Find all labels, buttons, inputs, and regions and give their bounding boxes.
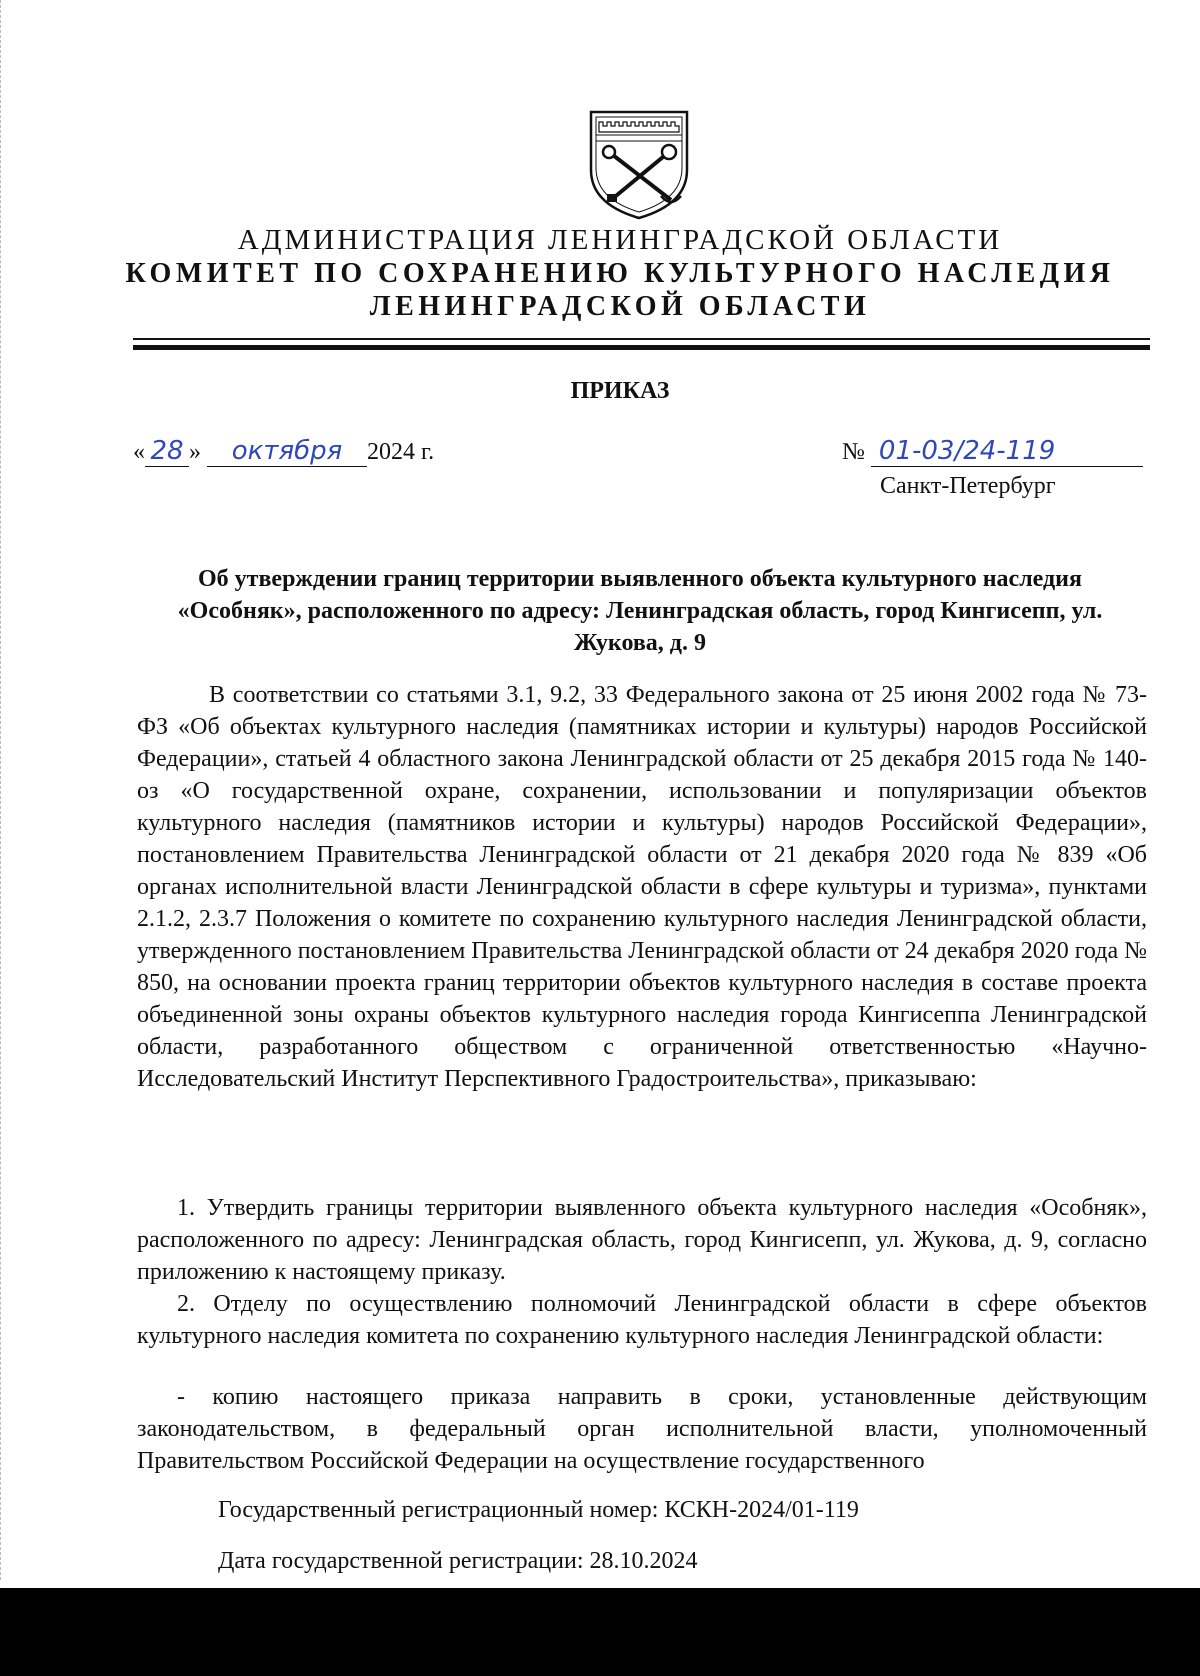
scan-bottom-bar	[0, 1588, 1200, 1676]
number-value-handwritten: 01-03/24-119	[871, 436, 1143, 467]
date-day-handwritten: 28	[145, 436, 189, 467]
org-name-line1: АДМИНИСТРАЦИЯ ЛЕНИНГРАДСКОЙ ОБЛАСТИ	[237, 224, 1003, 256]
scan-edge	[0, 0, 4, 1580]
document-title: Об утверждении границ территории выявленного объекта культурного наследия «Особняк», расположенного по адресу: Ленинградская область, город Кингисепп, ул. Жукова, д. 9	[177, 566, 1103, 656]
clause-2-item: - копию настоящего приказа направить в сроки, установленные действующим законодательством, в федеральный орган исполнительной власти, уполномоченный Правительством Российской Федерации на осуществление государственного	[137, 1384, 1147, 1474]
city: Санкт-Петербург	[880, 473, 1056, 499]
date-month-handwritten: октября	[207, 436, 367, 467]
registration-number: Государственный регистрационный номер: КСКН-2024/01-119	[218, 1497, 859, 1523]
date-year: 2024 г.	[367, 439, 435, 465]
order-date	[133, 436, 434, 467]
org-name-line2: КОМИТЕТ ПО СОХРАНЕНИЮ КУЛЬТУРНОГО НАСЛЕДИЯ	[125, 258, 1115, 289]
registration-date: Дата государственной регистрации: 28.10.2024	[218, 1548, 698, 1574]
header-divider-thick	[133, 345, 1150, 350]
document-type: ПРИКАЗ	[570, 378, 670, 404]
preamble-paragraph: В соответствии со статьями 3.1, 9.2, 33 Федерального закона от 25 июня 2002 года № 73-ФЗ «Об объектах культурного наследия (памятниках истории и культуры) народов Российской Федерации», статьей 4 областного закона Ленинградской области от 25 декабря 2015 года № 140-оз «О государственной охране, сохранении, использовании и популяризации объектов культурного наследия (памятников истории и культуры) народов Российской Федерации», постановлением Правительства Ленинградской области от 21 декабря 2020 года № 839 «Об органах исполнительной власти Ленинградской области в сфере культуры и туризма», пунктами 2.1.2, 2.3.7 Положения о комитете по сохранению культурного наследия Ленинградской области, утвержденного постановлением Правительства Ленинградской области от 24 декабря 2020 года № 850, на основании проекта границ территории объектов культурного наследия в составе проекта объединенной зоны охраны объектов культурного наследия города Кингисеппа Ленинградской области, разработанного обществом с ограниченной ответственностью «Научно-Исследовательский Институт Перспективного Градостроительства», приказываю:	[137, 682, 1148, 1092]
clause-2: 2. Отделу по осуществлению полномочий Ленинградской области в сфере объектов культурного наследия комитета по сохранению культурного наследия Ленинградской области:	[137, 1291, 1147, 1349]
header-divider-thin	[133, 338, 1150, 340]
coat-of-arms-icon	[587, 108, 691, 222]
date-close-quote: »	[189, 439, 201, 465]
order-number	[842, 436, 1143, 467]
number-label: №	[842, 439, 865, 465]
org-name-line3: ЛЕНИНГРАДСКОЙ ОБЛАСТИ	[369, 291, 871, 322]
clause-1: 1. Утвердить границы территории выявленного объекта культурного наследия «Особняк», расположенного по адресу: Ленинградская область, город Кингисепп, ул. Жукова, д. 9, согласно приложению к настоящему приказу.	[137, 1195, 1147, 1285]
date-open-quote: «	[133, 439, 145, 465]
